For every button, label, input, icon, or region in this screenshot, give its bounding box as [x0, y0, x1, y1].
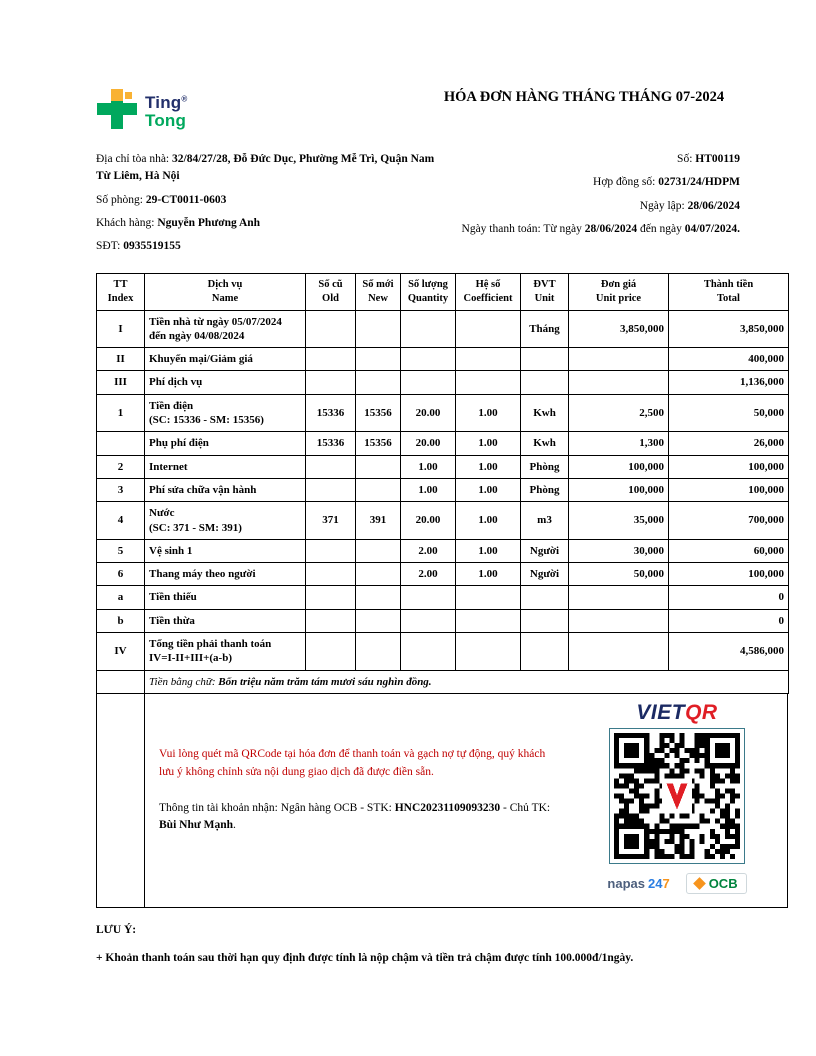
logo-reg-mark: ® — [181, 94, 188, 104]
service-row-a — [97, 586, 789, 609]
room-label: Số phòng: — [96, 193, 143, 206]
payment-to-label: đến ngày — [640, 222, 682, 235]
cell-name: Phí sửa chữa vận hành — [145, 478, 306, 501]
account-suffix: . — [233, 819, 236, 832]
napas-7: 7 — [662, 875, 670, 891]
napas-text: napas — [607, 875, 645, 891]
invoice-number — [462, 151, 740, 168]
cell-unit: Kwh — [521, 394, 569, 432]
cell-new — [356, 539, 401, 562]
payment-qr-section — [96, 694, 788, 908]
cell-total: 100,000 — [669, 478, 789, 501]
ocb-logo — [686, 873, 747, 894]
cell-name: Phí dịch vụ — [145, 371, 306, 394]
cell-new — [356, 455, 401, 478]
cell-coef: 1.00 — [456, 455, 521, 478]
col-header-5: Hệ số Coefficient — [456, 274, 521, 310]
cell-name: Phụ phí điện — [145, 432, 306, 455]
cell-qty: 2.00 — [401, 539, 456, 562]
cell-qty — [401, 371, 456, 394]
cell-price — [569, 586, 669, 609]
cell-unit: Phòng — [521, 455, 569, 478]
contract-number — [462, 174, 740, 191]
cell-qty: 20.00 — [401, 394, 456, 432]
cell-coef — [456, 632, 521, 670]
cell-qty: 1.00 — [401, 455, 456, 478]
cell-old — [306, 310, 356, 348]
invoice-number-label: Số: — [677, 153, 693, 165]
cell-name: Tiền thừa — [145, 609, 306, 632]
cell-total: 400,000 — [669, 348, 789, 371]
customer-info — [96, 151, 444, 261]
logo-ting: Ting — [145, 93, 182, 113]
invoice-meta — [462, 151, 740, 261]
cell-name: Tổng tiền phải thanh toán IV=I-II+III+(a-b) — [145, 632, 306, 670]
cell-old — [306, 371, 356, 394]
cell-tt: IV — [97, 632, 145, 670]
cell-tt: 3 — [97, 478, 145, 501]
cell-old — [306, 539, 356, 562]
cell-new — [356, 609, 401, 632]
invoice-info — [96, 151, 788, 261]
cell-new — [356, 632, 401, 670]
cell-total: 700,000 — [669, 502, 789, 540]
col-header-0: TT Index — [97, 274, 145, 310]
cell-qty — [401, 586, 456, 609]
cell-old — [306, 563, 356, 586]
col-header-2: Số cũ Old — [306, 274, 356, 310]
customer-label: Khách hàng: — [96, 216, 155, 229]
cell-new — [356, 478, 401, 501]
cell-new — [356, 586, 401, 609]
cell-new — [356, 310, 401, 348]
cell-tt: II — [97, 348, 145, 371]
cell-unit: Phòng — [521, 478, 569, 501]
cell-name: Tiền điện (SC: 15336 - SM: 15356) — [145, 394, 306, 432]
cell-name: Nước (SC: 371 - SM: 391) — [145, 502, 306, 540]
cell-new: 15356 — [356, 394, 401, 432]
cell-tt: 2 — [97, 455, 145, 478]
cell-price: 30,000 — [569, 539, 669, 562]
service-row-5 — [97, 539, 789, 562]
invoice-number-value: HT00119 — [695, 153, 740, 165]
cell-old — [306, 348, 356, 371]
service-row-3 — [97, 478, 789, 501]
cell-qty — [401, 632, 456, 670]
cell-coef: 1.00 — [456, 478, 521, 501]
cell-price — [569, 348, 669, 371]
cell-old: 15336 — [306, 432, 356, 455]
cell-unit — [521, 348, 569, 371]
account-prefix: Thông tin tài khoản nhận: Ngân hàng OCB - STK: — [159, 801, 395, 814]
cell-old — [306, 455, 356, 478]
cell-old: 371 — [306, 502, 356, 540]
account-number: HNC20231109093230 — [394, 801, 501, 814]
vietqr-qr-text: QR — [685, 700, 718, 724]
cell-new — [356, 371, 401, 394]
cell-price — [569, 609, 669, 632]
qr-panel — [573, 694, 787, 907]
cell-coef: 1.00 — [456, 539, 521, 562]
cell-unit — [521, 586, 569, 609]
cell-price: 100,000 — [569, 478, 669, 501]
phone-number — [96, 238, 444, 255]
cell-coef: 1.00 — [456, 432, 521, 455]
service-row-1 — [97, 394, 789, 432]
col-header-3: Số mới New — [356, 274, 401, 310]
amount-in-words-row — [97, 670, 789, 693]
payment-to-date: 04/07/2024. — [684, 222, 740, 235]
napas-24: 24 — [647, 875, 663, 891]
footer-late-payment-note: + Khoản thanh toán sau thời hạn quy định được tính là nộp chậm và tiền trả chậm được tính 100.000đ/1ngày. — [96, 951, 634, 964]
bank-account-info — [159, 800, 563, 836]
phone-value: 0935519155 — [123, 240, 181, 252]
invoice-title: HÓA ĐƠN HÀNG THÁNG THÁNG 07-2024 — [443, 89, 725, 105]
cell-new — [356, 563, 401, 586]
col-header-8: Thành tiền Total — [669, 274, 789, 310]
cell-total: 1,136,000 — [669, 371, 789, 394]
account-holder: Bùi Như Mạnh — [159, 819, 234, 832]
issue-date-label: Ngày lập: — [639, 199, 685, 212]
cell-old: 15336 — [306, 394, 356, 432]
cell-unit: Người — [521, 539, 569, 562]
service-row-4 — [97, 502, 789, 540]
cell-price: 2,500 — [569, 394, 669, 432]
bank-logos — [607, 873, 746, 894]
cell-qty: 20.00 — [401, 502, 456, 540]
cell-tt — [97, 670, 145, 693]
cell-tt: a — [97, 586, 145, 609]
cell-total: 26,000 — [669, 432, 789, 455]
col-header-7: Đơn giá Unit price — [569, 274, 669, 310]
cell-unit: Tháng — [521, 310, 569, 348]
services-table-body — [97, 310, 789, 693]
cell-total: 4,586,000 — [669, 632, 789, 670]
vietqr-logo — [636, 702, 717, 723]
cell-old — [306, 632, 356, 670]
cell-tt: I — [97, 310, 145, 348]
cell-name: Vệ sinh 1 — [145, 539, 306, 562]
cell-tt: III — [97, 371, 145, 394]
logo-tong: Tong — [145, 110, 187, 130]
qr-left-spacer — [97, 694, 145, 907]
address-value: 32/84/27/28, Đỗ Đức Dục, Phường Mễ Trì, Quận Nam Từ Liêm, Hà Nội — [96, 153, 435, 183]
service-row-III — [97, 371, 789, 394]
cell-price: 3,850,000 — [569, 310, 669, 348]
cell-unit — [521, 371, 569, 394]
cell-total: 50,000 — [669, 394, 789, 432]
cell-name: Tiền nhà từ ngày 05/07/2024 đến ngày 04/08/2024 — [145, 310, 306, 348]
payment-period-label: Ngày thanh toán: Từ ngày — [461, 222, 582, 235]
customer-value: Nguyễn Phương Anh — [157, 216, 261, 229]
cell-qty: 1.00 — [401, 478, 456, 501]
qr-payment-note: Vui lòng quét mã QRCode tại hóa đơn để thanh toán và gạch nợ tự động, quý khách lưu ý không chỉnh sửa nội dung giao dịch đã được điền sẵn. — [159, 747, 546, 778]
cell-total: 100,000 — [669, 563, 789, 586]
room-number — [96, 192, 444, 209]
service-row-I — [97, 310, 789, 348]
cell-name: Thang máy theo người — [145, 563, 306, 586]
tingtong-logo — [96, 88, 187, 135]
contract-value: 02731/24/HDPM — [658, 176, 740, 189]
service-row-2 — [97, 455, 789, 478]
tingtong-cross-icon — [96, 88, 138, 135]
cell-total: 3,850,000 — [669, 310, 789, 348]
cell-unit: Kwh — [521, 432, 569, 455]
cell-name: Internet — [145, 455, 306, 478]
cell-coef — [456, 586, 521, 609]
col-header-6: ĐVT Unit — [521, 274, 569, 310]
service-row-IV — [97, 632, 789, 670]
cell-qty — [401, 310, 456, 348]
cell-total: 0 — [669, 586, 789, 609]
payment-from-date: 28/06/2024 — [584, 222, 638, 235]
cell-new: 15356 — [356, 432, 401, 455]
ocb-text: OCB — [708, 875, 738, 891]
cell-price — [569, 371, 669, 394]
header-row — [97, 274, 789, 310]
cell-qty: 2.00 — [401, 563, 456, 586]
footer-note-title: LƯU Ý: — [96, 923, 137, 936]
customer-name — [96, 215, 444, 232]
napas-logo — [607, 876, 669, 891]
services-table-head — [97, 274, 789, 310]
cell-coef: 1.00 — [456, 502, 521, 540]
cell-unit — [521, 609, 569, 632]
cell-price: 35,000 — [569, 502, 669, 540]
cell-total: 60,000 — [669, 539, 789, 562]
cell-new — [356, 348, 401, 371]
contract-label: Hợp đồng số: — [593, 176, 656, 189]
cell-coef — [456, 371, 521, 394]
cell-old — [306, 609, 356, 632]
cell-total: 0 — [669, 609, 789, 632]
tingtong-logo-text — [145, 94, 187, 129]
invoice-header — [96, 88, 788, 135]
cell-qty — [401, 609, 456, 632]
cell-unit — [521, 632, 569, 670]
col-header-4: Số lượng Quantity — [401, 274, 456, 310]
cell-old — [306, 586, 356, 609]
amount-in-words-cell: Tiền bằng chữ: Bốn triệu năm trăm tám mươi sáu nghìn đồng. — [145, 670, 789, 693]
col-header-1: Dịch vụ Name — [145, 274, 306, 310]
ocb-diamond-icon — [693, 877, 706, 890]
cell-price — [569, 632, 669, 670]
cell-name: Tiền thiếu — [145, 586, 306, 609]
service-row-b — [97, 609, 789, 632]
cell-unit: Người — [521, 563, 569, 586]
service-row-II — [97, 348, 789, 371]
cell-name: Khuyến mại/Giảm giá — [145, 348, 306, 371]
cell-old — [306, 478, 356, 501]
account-mid: - Chủ TK: — [500, 801, 551, 814]
cell-unit: m3 — [521, 502, 569, 540]
cell-price: 1,300 — [569, 432, 669, 455]
building-address — [96, 151, 444, 186]
cell-tt: b — [97, 609, 145, 632]
footer-notes — [96, 924, 788, 967]
qr-code — [609, 728, 745, 864]
cell-tt — [97, 432, 145, 455]
cell-coef — [456, 609, 521, 632]
issue-date — [462, 198, 740, 215]
cell-tt: 6 — [97, 563, 145, 586]
cell-total: 100,000 — [669, 455, 789, 478]
cell-coef: 1.00 — [456, 394, 521, 432]
payment-instructions — [145, 694, 573, 907]
cell-coef — [456, 348, 521, 371]
services-table — [96, 273, 789, 694]
vietqr-viet-text: VIET — [636, 700, 686, 724]
cell-new: 391 — [356, 502, 401, 540]
cell-coef — [456, 310, 521, 348]
cell-price: 100,000 — [569, 455, 669, 478]
service-row-4 — [97, 432, 789, 455]
payment-period — [462, 221, 740, 238]
cell-qty — [401, 348, 456, 371]
service-row-6 — [97, 563, 789, 586]
cell-price: 50,000 — [569, 563, 669, 586]
cell-coef: 1.00 — [456, 563, 521, 586]
cell-tt: 5 — [97, 539, 145, 562]
phone-label: SĐT: — [96, 240, 121, 252]
cell-tt: 4 — [97, 502, 145, 540]
cell-tt: 1 — [97, 394, 145, 432]
issue-date-value: 28/06/2024 — [687, 199, 740, 212]
room-value: 29-CT0011-0603 — [145, 193, 227, 206]
address-label: Địa chỉ tòa nhà: — [96, 153, 170, 165]
cell-qty: 20.00 — [401, 432, 456, 455]
